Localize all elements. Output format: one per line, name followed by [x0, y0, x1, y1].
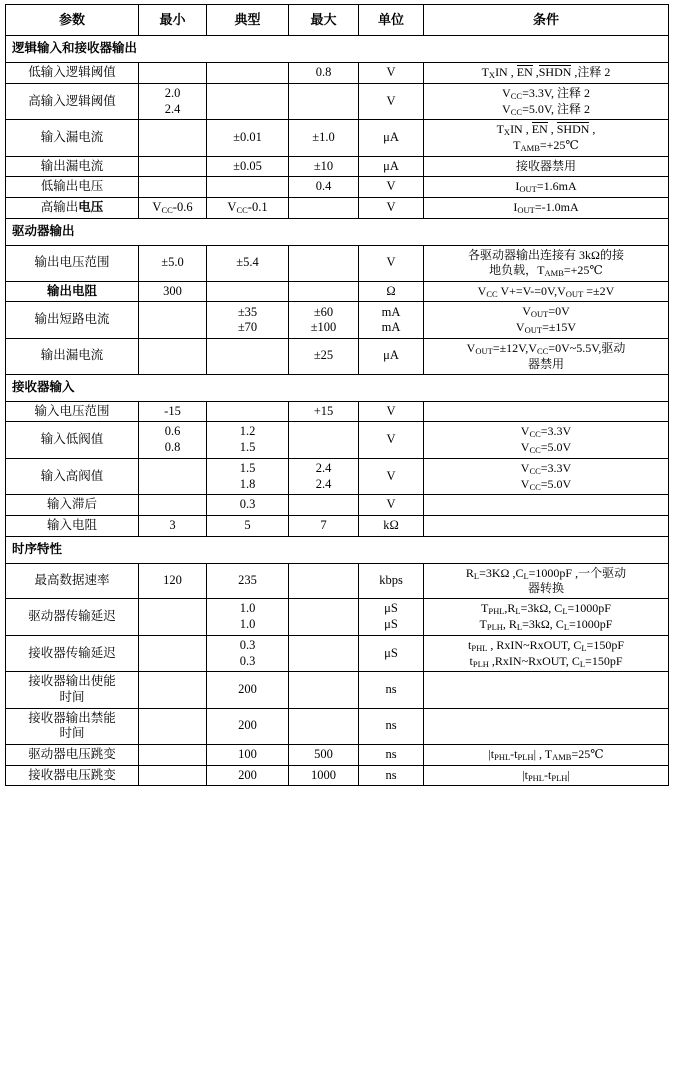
cell-parameter: 接收器输出使能 时间: [6, 672, 139, 708]
cell-parameter: 最高数据速率: [6, 563, 139, 599]
cell-unit: mA mA: [359, 302, 424, 339]
cell-unit: kbps: [359, 563, 424, 599]
cell-unit: μS μS: [359, 599, 424, 636]
cell-typ: [207, 83, 289, 120]
cell-conditions: $V_{CC}=3.3V$ $V_{CC}=5.0V$: [424, 458, 669, 495]
cell-typ: 1.2 1.5: [207, 422, 289, 459]
cell-min: [139, 765, 207, 786]
cell-conditions: $V_{CC}=3.3V$, 注释 2 $V_{CC}=5.0V$, 注释 2: [424, 83, 669, 120]
cell-typ: ±0.05: [207, 156, 289, 177]
cell-conditions: $R_L=3K\Omega$ $,C_L=1000pF$ ,一个驱动 器转换: [424, 563, 669, 599]
cell-typ: 200: [207, 708, 289, 744]
cell-min: [139, 120, 207, 157]
cell-conditions: $T_XIN$ , EN ,SHDN ,注释 2: [424, 63, 669, 84]
cell-conditions: $|t_{PHL}-t_{PLH}|$: [424, 765, 669, 786]
cell-max: [289, 198, 359, 219]
cell-min: [139, 156, 207, 177]
cell-max: 1000: [289, 765, 359, 786]
section-header-row: [6, 374, 669, 401]
cell-max: [289, 599, 359, 636]
column-header-conditions: 条件: [424, 5, 669, 36]
cell-unit: V: [359, 177, 424, 198]
cell-unit: ns: [359, 672, 424, 708]
cell-conditions: $V_{OUT}=\pm 12V,V_{CC}=0V\sim 5.5V$,驱动 器禁用: [424, 338, 669, 374]
cell-min: [139, 744, 207, 765]
cell-parameter: 输入滞后: [6, 495, 139, 516]
section-title: 驱动器输出: [6, 218, 669, 245]
table-row: [6, 635, 669, 672]
table-row: [6, 708, 669, 744]
table-header: [6, 5, 669, 36]
cell-unit: V: [359, 83, 424, 120]
cell-typ: [207, 281, 289, 302]
table-row: [6, 401, 669, 422]
table-row: [6, 177, 669, 198]
column-header-parameter: 参数: [6, 5, 139, 36]
cell-parameter: 输出电压范围: [6, 245, 139, 281]
cell-max: 0.4: [289, 177, 359, 198]
cell-conditions: [424, 708, 669, 744]
cell-unit: μA: [359, 338, 424, 374]
cell-conditions: $V_{CC}=3.3V$ $V_{CC}=5.0V$: [424, 422, 669, 459]
cell-min: [139, 708, 207, 744]
cell-max: +15: [289, 401, 359, 422]
cell-min: ±5.0: [139, 245, 207, 281]
cell-max: [289, 563, 359, 599]
cell-typ: [207, 63, 289, 84]
cell-min: [139, 495, 207, 516]
cell-typ: 1.5 1.8: [207, 458, 289, 495]
cell-typ: ±0.01: [207, 120, 289, 157]
table-row: [6, 338, 669, 374]
section-header-row: [6, 536, 669, 563]
cell-min: [139, 635, 207, 672]
cell-min: [139, 458, 207, 495]
cell-max: [289, 495, 359, 516]
cell-unit: V: [359, 401, 424, 422]
cell-max: [289, 83, 359, 120]
cell-parameter: 驱动器传输延迟: [6, 599, 139, 636]
cell-typ: [207, 338, 289, 374]
cell-typ: $V_{CC}-0.1$: [207, 198, 289, 219]
cell-typ: [207, 177, 289, 198]
cell-unit: ns: [359, 708, 424, 744]
cell-conditions: $V_{CC}$ $V+=V-=0V,V_{OUT} =\pm 2V$: [424, 281, 669, 302]
cell-typ: ±35 ±70: [207, 302, 289, 339]
cell-max: 500: [289, 744, 359, 765]
cell-min: 300: [139, 281, 207, 302]
column-header-max: 最大: [289, 5, 359, 36]
section-title: 逻辑输入和接收器输出: [6, 36, 669, 63]
cell-unit: V: [359, 245, 424, 281]
cell-min: $V_{CC}-0.6$: [139, 198, 207, 219]
cell-max: [289, 672, 359, 708]
cell-min: 0.6 0.8: [139, 422, 207, 459]
cell-typ: 0.3: [207, 495, 289, 516]
cell-unit: ns: [359, 765, 424, 786]
table-row: [6, 495, 669, 516]
section-header-row: [6, 218, 669, 245]
cell-parameter: 低输入逻辑阈值: [6, 63, 139, 84]
section-header-row: [6, 36, 669, 63]
section-title: 时序特性: [6, 536, 669, 563]
table-row: [6, 120, 669, 157]
table-row: [6, 458, 669, 495]
cell-conditions: $V_{OUT}=0V$ $V_{OUT}=\pm 15V$: [424, 302, 669, 339]
cell-max: ±25: [289, 338, 359, 374]
cell-parameter: 输出漏电流: [6, 338, 139, 374]
table-row: [6, 599, 669, 636]
cell-parameter: 驱动器电压跳变: [6, 744, 139, 765]
cell-parameter: 输入电压范围: [6, 401, 139, 422]
cell-min: [139, 599, 207, 636]
cell-parameter: 输出漏电流: [6, 156, 139, 177]
table-row: [6, 198, 669, 219]
cell-unit: μS: [359, 635, 424, 672]
cell-max: [289, 635, 359, 672]
cell-conditions: 接收器禁用: [424, 156, 669, 177]
cell-typ: 5: [207, 515, 289, 536]
table-header-row: [6, 5, 669, 36]
cell-typ: 100: [207, 744, 289, 765]
table-row: [6, 83, 669, 120]
cell-typ: 200: [207, 672, 289, 708]
column-header-min: 最小: [139, 5, 207, 36]
table-body: [6, 36, 669, 786]
column-header-typ: 典型: [207, 5, 289, 36]
cell-max: ±60 ±100: [289, 302, 359, 339]
column-header-unit: 单位: [359, 5, 424, 36]
cell-conditions: $T_{PHL},R_L=3k\Omega$, $C_L=1000pF$ $T_{PLH}$, $R_L=3k\Omega$, $C_L=1000pF$: [424, 599, 669, 636]
cell-unit: V: [359, 63, 424, 84]
table-row: [6, 156, 669, 177]
cell-unit: V: [359, 495, 424, 516]
table-row: [6, 302, 669, 339]
cell-max: 2.4 2.4: [289, 458, 359, 495]
cell-typ: ±5.4: [207, 245, 289, 281]
table-row: [6, 672, 669, 708]
cell-parameter: 高输出电压: [6, 198, 139, 219]
cell-unit: μA: [359, 120, 424, 157]
cell-conditions: $t_{PHL}$ , RxIN~RxOUT, $C_L=150pF$ $t_{PLH}$ ,RxIN~RxOUT, $C_L=150pF$: [424, 635, 669, 672]
cell-unit: Ω: [359, 281, 424, 302]
cell-parameter: 输入低阀值: [6, 422, 139, 459]
table-row: [6, 63, 669, 84]
table-row: [6, 422, 669, 459]
cell-conditions: [424, 672, 669, 708]
cell-min: [139, 177, 207, 198]
cell-conditions: [424, 495, 669, 516]
cell-max: ±1.0: [289, 120, 359, 157]
cell-conditions: [424, 401, 669, 422]
cell-conditions: 各驱动器输出连接有 3kΩ的接 地负载，$T_{AMB}=+25℃$: [424, 245, 669, 281]
cell-unit: ns: [359, 744, 424, 765]
cell-max: 7: [289, 515, 359, 536]
cell-conditions: $I_{OUT}=1.6mA$: [424, 177, 669, 198]
cell-min: 3: [139, 515, 207, 536]
cell-unit: V: [359, 422, 424, 459]
table-row: [6, 765, 669, 786]
cell-min: 120: [139, 563, 207, 599]
cell-typ: 1.0 1.0: [207, 599, 289, 636]
electrical-characteristics-table: [5, 4, 669, 786]
cell-unit: kΩ: [359, 515, 424, 536]
cell-parameter: 接收器电压跳变: [6, 765, 139, 786]
cell-unit: V: [359, 198, 424, 219]
cell-parameter: 输出短路电流: [6, 302, 139, 339]
cell-typ: 0.3 0.3: [207, 635, 289, 672]
cell-parameter: 输出电阻: [6, 281, 139, 302]
table-row: [6, 744, 669, 765]
table-row: [6, 515, 669, 536]
cell-typ: [207, 401, 289, 422]
cell-conditions: $T_XIN$ , EN , SHDN , $T_{AMB}=+25℃$: [424, 120, 669, 157]
cell-min: [139, 338, 207, 374]
cell-parameter: 低输出电压: [6, 177, 139, 198]
cell-min: [139, 302, 207, 339]
cell-conditions: $I_{OUT}=-1.0mA$: [424, 198, 669, 219]
cell-max: [289, 422, 359, 459]
cell-max: ±10: [289, 156, 359, 177]
cell-typ: 200: [207, 765, 289, 786]
table-row: [6, 281, 669, 302]
cell-max: [289, 708, 359, 744]
cell-parameter: 输入高阀值: [6, 458, 139, 495]
cell-max: [289, 245, 359, 281]
cell-max: [289, 281, 359, 302]
cell-conditions: [424, 515, 669, 536]
cell-parameter: 接收器输出禁能 时间: [6, 708, 139, 744]
table-row: [6, 563, 669, 599]
cell-parameter: 输入漏电流: [6, 120, 139, 157]
section-title: 接收器输入: [6, 374, 669, 401]
cell-unit: μA: [359, 156, 424, 177]
cell-parameter: 输入电阻: [6, 515, 139, 536]
cell-max: 0.8: [289, 63, 359, 84]
cell-min: [139, 63, 207, 84]
cell-parameter: 接收器传输延迟: [6, 635, 139, 672]
cell-min: 2.0 2.4: [139, 83, 207, 120]
cell-parameter: 高输入逻辑阈值: [6, 83, 139, 120]
cell-min: -15: [139, 401, 207, 422]
cell-unit: V: [359, 458, 424, 495]
cell-min: [139, 672, 207, 708]
table-row: [6, 245, 669, 281]
cell-conditions: $|t_{PHL}-t_{PLH}|$ , $T_{AMB}=25℃$: [424, 744, 669, 765]
cell-typ: 235: [207, 563, 289, 599]
